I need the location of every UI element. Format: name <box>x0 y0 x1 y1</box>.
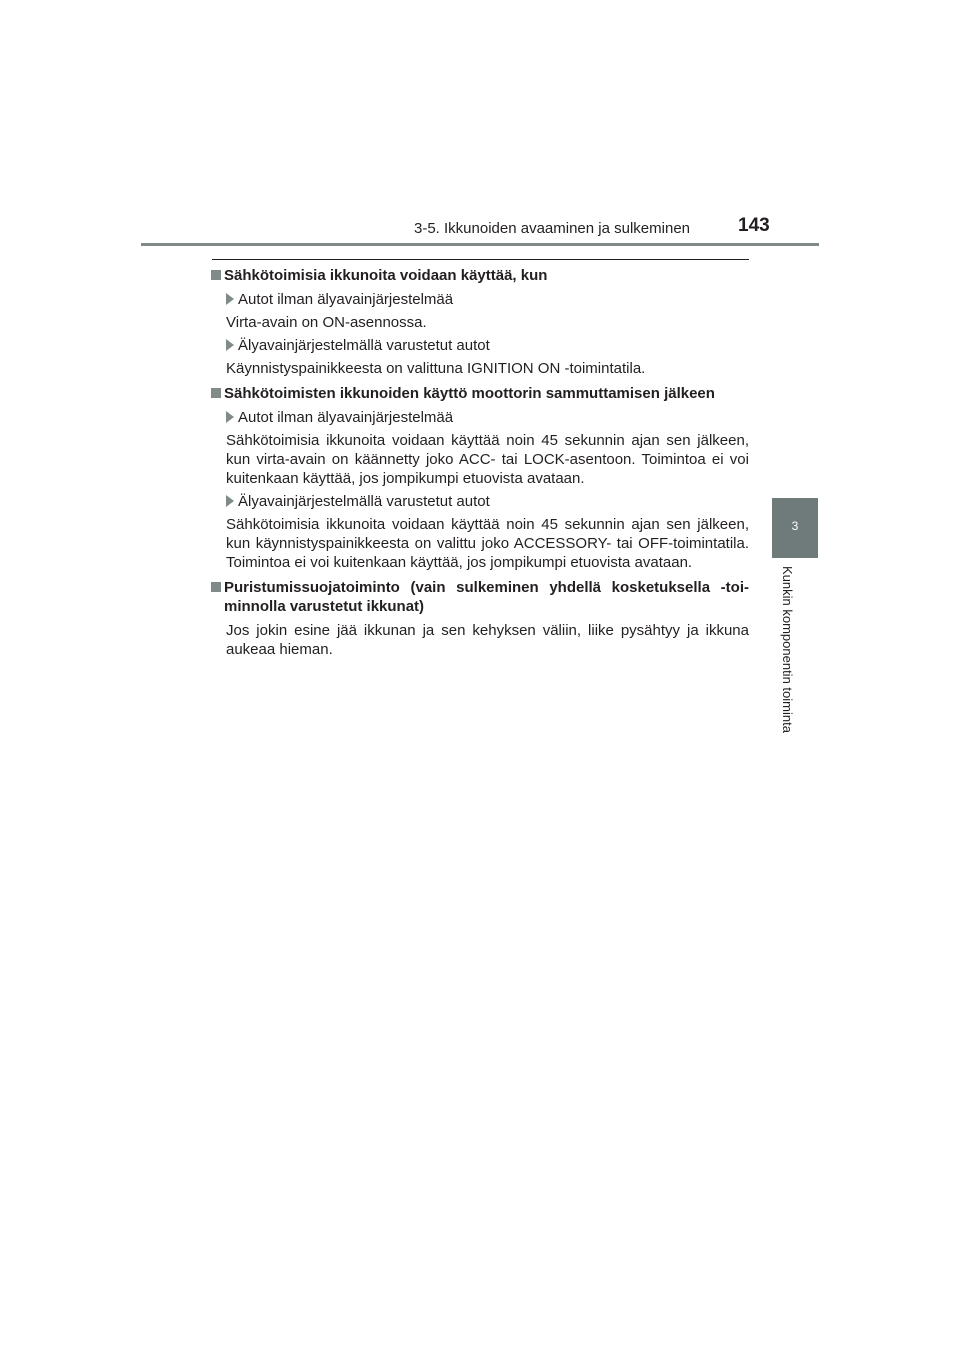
subsection-heading <box>226 492 749 511</box>
section-operation-conditions <box>211 266 749 378</box>
section-heading-text: Puristumissuojatoiminto (vain sulkeminen yhdellä kosketuksella -toi-minnolla varustetut ikkunat) <box>224 579 749 615</box>
subsection-text: Sähkötoimisia ikkunoita voidaan käyttää noin 45 sekunnin ajan sen jälkeen, kun käynnistyspainikkeesta on valittu joko ACCESSORY- tai OFF-toimintatila. Toimintoa ei voi kuitenkaan käyttää, jos jompikumpi etuovista avataan. <box>226 516 749 571</box>
section-heading-text: Sähkötoimisten ikkunoiden käyttö moottorin sammuttamisen jälkeen <box>224 385 715 402</box>
square-bullet-icon <box>211 270 221 280</box>
subsection-text: Käynnistyspainikkeesta on valittuna IGNITION ON -toimintatila. <box>226 360 646 377</box>
section-jam-protection <box>211 578 749 659</box>
chapter-title: Kunkin komponentin toiminta <box>780 566 795 733</box>
section-heading-text: Sähkötoimisia ikkunoita voidaan käyttää, kun <box>224 267 548 284</box>
square-bullet-icon <box>211 582 221 592</box>
subsection-heading <box>226 290 749 309</box>
section-heading <box>211 578 749 616</box>
header-section-title: 3-5. Ikkunoiden avaaminen ja sulkeminen <box>414 220 690 237</box>
subsection-label: Älyavainjärjestelmällä varustetut autot <box>238 337 490 354</box>
triangle-bullet-icon <box>226 293 234 305</box>
chapter-number: 3 <box>791 519 799 533</box>
page-number: 143 <box>738 215 770 236</box>
triangle-bullet-icon <box>226 411 234 423</box>
section-text: Jos jokin esine jää ikkunan ja sen kehyksen väliin, liike pysähtyy ja ikkuna aukeaa hieman. <box>226 622 749 658</box>
section-heading <box>211 266 749 285</box>
section-after-engine-off <box>211 384 749 572</box>
subsection-text: Sähkötoimisia ikkunoita voidaan käyttää noin 45 sekunnin ajan sen jälkeen, kun virta-avain on käännetty joko ACC- tai LOCK-asentoon. Toimintoa ei voi kuitenkaan käyttää, jos jompikumpi etuovista avataan. <box>226 432 749 487</box>
section-heading <box>211 384 749 403</box>
triangle-bullet-icon <box>226 339 234 351</box>
header-divider <box>141 243 819 246</box>
chapter-tab <box>772 498 818 558</box>
subsection-heading <box>226 336 749 355</box>
subsection-heading <box>226 408 749 427</box>
square-bullet-icon <box>211 388 221 398</box>
subsection-label: Älyavainjärjestelmällä varustetut autot <box>238 493 490 510</box>
triangle-bullet-icon <box>226 495 234 507</box>
content-divider <box>212 259 749 260</box>
subsection-label: Autot ilman älyavainjärjestelmää <box>238 409 454 426</box>
page-content <box>211 266 749 665</box>
subsection-text: Virta-avain on ON-asennossa. <box>226 314 427 331</box>
subsection-label: Autot ilman älyavainjärjestelmää <box>238 291 454 308</box>
